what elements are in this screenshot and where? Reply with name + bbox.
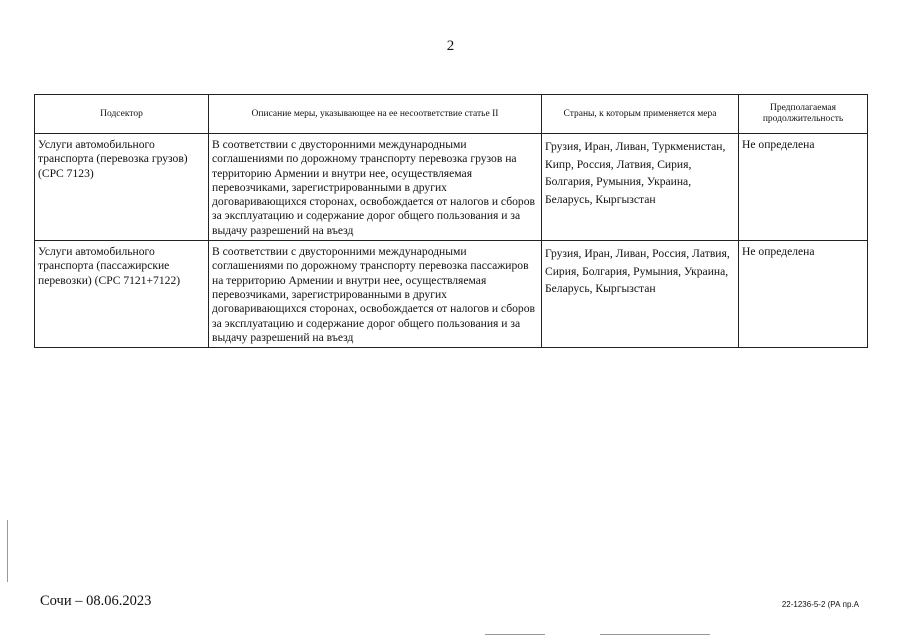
cell-countries: Грузия, Иран, Ливан, Россия, Латвия, Сирия, Болгария, Румыния, Украина, Беларусь, Кыргызстан <box>542 241 739 348</box>
scan-artifact <box>600 634 710 635</box>
footer-document-code: 22-1236-5-2 (РА пр.А <box>781 600 859 609</box>
measures-table <box>34 94 868 348</box>
footer-place-date: Сочи – 08.06.2023 <box>40 593 152 609</box>
table-row <box>35 241 868 348</box>
table-row <box>35 134 868 241</box>
cell-subsector: Услуги автомобильного транспорта (перевозка грузов) (CPC 7123) <box>35 134 209 241</box>
header-duration: Предполагаемая продолжительность <box>739 95 868 134</box>
page-number: 2 <box>446 38 455 54</box>
header-description: Описание меры, указывающее на ее несоответствие статье II <box>209 95 542 134</box>
header-subsector: Подсектор <box>35 95 209 134</box>
cell-countries: Грузия, Иран, Ливан, Туркменистан, Кипр, Россия, Латвия, Сирия, Болгария, Румыния, Украина, Беларусь, Кыргызстан <box>542 134 739 241</box>
cell-description: В соответствии с двусторонними международными соглашениями по дорожному транспорту перевозка пассажиров на территорию Армении и внутри нее, осуществляемая перевозчиками, зарегистрированными в других договаривающихся сторонах, освобождается от налогов и сборов за эксплуатацию и содержание дорог общего пользования и за выдачу разрешений на въезд <box>209 241 542 348</box>
cell-duration: Не определена <box>739 241 868 348</box>
table-header-row <box>35 95 868 134</box>
cell-duration: Не определена <box>739 134 868 241</box>
scan-artifact <box>485 634 545 635</box>
cell-subsector: Услуги автомобильного транспорта (пассажирские перевозки) (CPC 7121+7122) <box>35 241 209 348</box>
header-countries: Страны, к которым применяется мера <box>542 95 739 134</box>
scan-artifact <box>7 520 8 582</box>
cell-description: В соответствии с двусторонними международными соглашениями по дорожному транспорту перевозка грузов на территорию Армении и внутри нее, осуществляемая перевозчиками, зарегистрированными в других договаривающихся сторонах, освобождается от налогов и сборов за эксплуатацию и содержание дорог общего пользования и за выдачу разрешений на въезд <box>209 134 542 241</box>
